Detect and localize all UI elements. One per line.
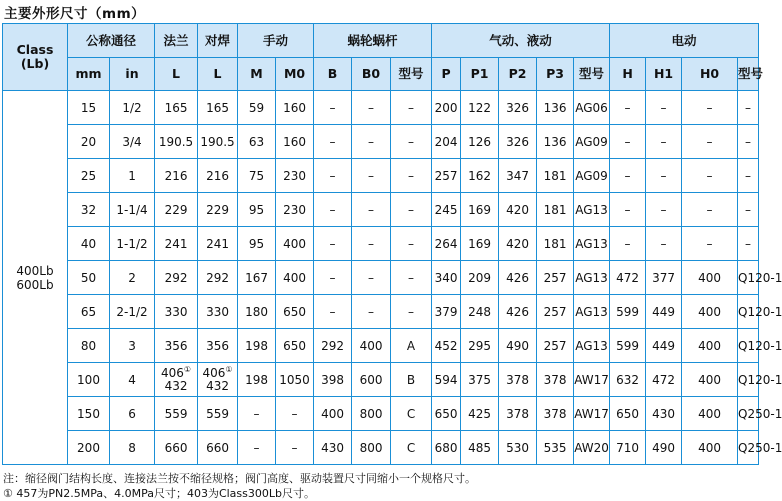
table-cell: 257 [537, 329, 574, 363]
table-cell: 452 [432, 329, 461, 363]
table-cell: 472 [610, 261, 646, 295]
table-cell: 400 [314, 397, 352, 431]
table-cell: 800 [352, 397, 391, 431]
table-row [3, 329, 759, 363]
table-row [3, 193, 759, 227]
table-cell: 136 [537, 125, 574, 159]
page-title: 主要外形尺寸（mm） [4, 6, 146, 22]
table-cell: 292 [155, 261, 198, 295]
table-cell: 378 [537, 397, 574, 431]
table-cell: 800 [352, 431, 391, 465]
table-cell: Q120-1 [738, 295, 759, 329]
column-header: H [610, 58, 646, 91]
table-row [3, 397, 759, 431]
table-cell: 200 [432, 91, 461, 125]
table-cell: – [238, 431, 276, 465]
table-cell: Q120-1 [738, 261, 759, 295]
table-cell: AG13 [574, 227, 610, 261]
column-header: L [198, 58, 238, 91]
table-cell [155, 363, 198, 397]
table-cell: 650 [276, 295, 314, 329]
flange-header: 法兰 [155, 24, 198, 58]
table-cell: 2 [110, 261, 155, 295]
table-cell: – [738, 227, 759, 261]
table-cell: – [682, 193, 738, 227]
table-cell: – [314, 295, 352, 329]
table-cell: – [238, 397, 276, 431]
table-cell: – [738, 125, 759, 159]
electric-header: 电动 [610, 24, 759, 58]
table-cell: – [391, 91, 432, 125]
table-cell: 430 [646, 397, 682, 431]
table-cell: 4 [110, 363, 155, 397]
table-cell: 426 [499, 261, 537, 295]
table-cell: 594 [432, 363, 461, 397]
table-cell: – [352, 295, 391, 329]
table-cell: 257 [537, 261, 574, 295]
table-cell: – [391, 227, 432, 261]
table-cell: 200 [68, 431, 110, 465]
table-cell: 379 [432, 295, 461, 329]
table-cell: 559 [198, 397, 238, 431]
table-cell: 63 [238, 125, 276, 159]
table-cell: 136 [537, 91, 574, 125]
table-cell: 180 [238, 295, 276, 329]
cell-value: 406 [160, 366, 184, 380]
table-cell: 449 [646, 295, 682, 329]
table-row [3, 363, 759, 397]
table-cell: 650 [432, 397, 461, 431]
table-cell: – [314, 193, 352, 227]
table-cell: 169 [461, 227, 499, 261]
table-cell: 530 [499, 431, 537, 465]
table-row [3, 159, 759, 193]
column-header: P3 [537, 58, 574, 91]
table-cell: – [682, 125, 738, 159]
table-cell: 398 [314, 363, 352, 397]
table-cell: 209 [461, 261, 499, 295]
table-cell: Q250-1 [738, 397, 759, 431]
table-cell: AG13 [574, 261, 610, 295]
table-cell: 95 [238, 227, 276, 261]
column-header: in [110, 58, 155, 91]
table-cell: 490 [646, 431, 682, 465]
table-cell: 632 [610, 363, 646, 397]
table-cell: 257 [537, 295, 574, 329]
table-cell: 32 [68, 193, 110, 227]
table-cell: 150 [68, 397, 110, 431]
header-row-sub [3, 58, 759, 91]
column-header: L [155, 58, 198, 91]
table-cell: – [352, 159, 391, 193]
table-cell: 420 [499, 227, 537, 261]
table-cell: – [391, 159, 432, 193]
table-cell: Q120-1 [738, 329, 759, 363]
table-cell: 650 [610, 397, 646, 431]
class-value: 400Lb 600Lb [3, 91, 68, 465]
table-cell: 198 [238, 329, 276, 363]
table-cell: 710 [610, 431, 646, 465]
table-cell: 3 [110, 329, 155, 363]
table-cell: 378 [499, 397, 537, 431]
table-cell: 420 [499, 193, 537, 227]
table-cell: 95 [238, 193, 276, 227]
table-row [3, 91, 759, 125]
table-cell: 400 [276, 261, 314, 295]
column-header: M [238, 58, 276, 91]
table-cell: 59 [238, 91, 276, 125]
table-row [3, 431, 759, 465]
table-cell: 292 [314, 329, 352, 363]
table-cell: 330 [155, 295, 198, 329]
table-cell: AG09 [574, 125, 610, 159]
table-cell: 6 [110, 397, 155, 431]
table-cell: 160 [276, 125, 314, 159]
note-line: 注：缩径阀门结构长度、连接法兰按不缩径规格；阀门高度、驱动装置尺寸同缩小一个规格尺寸。 [3, 472, 476, 485]
table-cell: 340 [432, 261, 461, 295]
table-cell: 50 [68, 261, 110, 295]
dimension-table [2, 23, 782, 465]
table-cell: 165 [198, 91, 238, 125]
column-header: 型号 [391, 58, 432, 91]
table-cell: 198 [238, 363, 276, 397]
table-cell: 167 [238, 261, 276, 295]
table-cell: 75 [238, 159, 276, 193]
table-cell: 425 [461, 397, 499, 431]
table-cell: 2-1/2 [110, 295, 155, 329]
table-cell: – [646, 125, 682, 159]
table-cell: – [314, 125, 352, 159]
column-header: B0 [352, 58, 391, 91]
table-cell: 400 [352, 329, 391, 363]
column-header: mm [68, 58, 110, 91]
table-cell: – [646, 227, 682, 261]
table-cell: – [738, 91, 759, 125]
table-cell: 169 [461, 193, 499, 227]
table-cell: 248 [461, 295, 499, 329]
column-header: H1 [646, 58, 682, 91]
table-cell: – [610, 125, 646, 159]
table-cell: C [391, 431, 432, 465]
table-cell: 8 [110, 431, 155, 465]
table-cell: 650 [276, 329, 314, 363]
table-cell: A [391, 329, 432, 363]
table-cell: 181 [537, 193, 574, 227]
table-cell: 1-1/4 [110, 193, 155, 227]
table-cell: 216 [198, 159, 238, 193]
table-cell: – [682, 227, 738, 261]
table-cell: 326 [499, 91, 537, 125]
table-cell: 229 [155, 193, 198, 227]
column-header: P2 [499, 58, 537, 91]
table-cell: – [314, 159, 352, 193]
column-header: H0 [682, 58, 738, 91]
table-cell: – [352, 125, 391, 159]
table-cell: 80 [68, 329, 110, 363]
column-header: B [314, 58, 352, 91]
table-cell: 330 [198, 295, 238, 329]
table-cell: – [352, 91, 391, 125]
table-cell: 40 [68, 227, 110, 261]
column-header: 型号 [738, 58, 759, 91]
table-cell: – [682, 91, 738, 125]
table-cell: – [352, 227, 391, 261]
table-cell: 347 [499, 159, 537, 193]
table-cell: 264 [432, 227, 461, 261]
table-cell: 378 [499, 363, 537, 397]
table-cell: 356 [198, 329, 238, 363]
table-cell: 204 [432, 125, 461, 159]
table-cell: – [646, 193, 682, 227]
table-cell: 449 [646, 329, 682, 363]
table-cell: 600 [352, 363, 391, 397]
table-cell: – [391, 125, 432, 159]
table-cell: 400 [682, 363, 738, 397]
table-cell: 378 [537, 363, 574, 397]
table-cell: 165 [155, 91, 198, 125]
table-cell: 162 [461, 159, 499, 193]
pneumatic-header: 气动、液动 [432, 24, 610, 58]
table-cell: 426 [499, 295, 537, 329]
table-cell: – [314, 227, 352, 261]
table-cell: C [391, 397, 432, 431]
cell-value-alt: 432 [164, 379, 188, 393]
table-cell: 1 [110, 159, 155, 193]
table-cell: – [610, 91, 646, 125]
table-cell: AW17 [574, 363, 610, 397]
table-cell: 400 [682, 397, 738, 431]
table-row [3, 295, 759, 329]
table-cell: 599 [610, 329, 646, 363]
table-cell: 241 [155, 227, 198, 261]
table-cell: 1-1/2 [110, 227, 155, 261]
table-cell: – [276, 397, 314, 431]
table-cell: Q120-1 [738, 363, 759, 397]
table-cell: 100 [68, 363, 110, 397]
footnote-mark: ① [183, 365, 192, 374]
table-cell: 400 [682, 295, 738, 329]
table-cell: 377 [646, 261, 682, 295]
table-cell: AG13 [574, 295, 610, 329]
table-cell: 400 [276, 227, 314, 261]
column-header: 型号 [574, 58, 610, 91]
table-cell: 400 [682, 329, 738, 363]
table-cell: 216 [155, 159, 198, 193]
table-cell: 680 [432, 431, 461, 465]
cell-value-alt: 432 [206, 379, 229, 393]
table-cell: 326 [499, 125, 537, 159]
table-cell: 1050 [276, 363, 314, 397]
table-cell: 122 [461, 91, 499, 125]
table-cell: 472 [646, 363, 682, 397]
table-cell: 257 [432, 159, 461, 193]
column-header: P [432, 58, 461, 91]
table-cell: – [646, 91, 682, 125]
table-cell: 660 [155, 431, 198, 465]
weld-header: 对焊 [198, 24, 238, 58]
table-cell: AG13 [574, 193, 610, 227]
table-cell: 660 [198, 431, 238, 465]
table-cell: – [276, 431, 314, 465]
table-cell: 241 [198, 227, 238, 261]
table-cell: 356 [155, 329, 198, 363]
table-cell: 559 [155, 397, 198, 431]
table-cell: – [352, 193, 391, 227]
table-cell: 229 [198, 193, 238, 227]
table-cell: B [391, 363, 432, 397]
nominal-header: 公称通径 [68, 24, 155, 58]
table-cell: – [391, 193, 432, 227]
table-cell: 485 [461, 431, 499, 465]
table-cell: – [738, 159, 759, 193]
table-cell: AW17 [574, 397, 610, 431]
table-cell: 400 [682, 431, 738, 465]
column-header: P1 [461, 58, 499, 91]
table-cell: 190.5 [155, 125, 198, 159]
table-cell: 3/4 [110, 125, 155, 159]
table-cell: 190.5 [198, 125, 238, 159]
table-cell: AW20 [574, 431, 610, 465]
table-cell: – [682, 159, 738, 193]
column-header: M0 [276, 58, 314, 91]
worm-gear-header: 蜗轮蜗杆 [314, 24, 432, 58]
table-cell: 160 [276, 91, 314, 125]
table-cell: – [314, 261, 352, 295]
table-cell: 292 [198, 261, 238, 295]
table-cell: 230 [276, 159, 314, 193]
table-cell: 490 [499, 329, 537, 363]
table-cell: – [352, 261, 391, 295]
footnote-mark: ① [225, 365, 233, 374]
table-cell: – [610, 227, 646, 261]
table-cell: 15 [68, 91, 110, 125]
table-cell: 181 [537, 227, 574, 261]
manual-header: 手动 [238, 24, 314, 58]
table-cell: – [391, 295, 432, 329]
class-header: Class (Lb) [3, 24, 68, 91]
table-cell: 1/2 [110, 91, 155, 125]
table-cell: AG09 [574, 159, 610, 193]
table-cell: – [610, 159, 646, 193]
table-row [3, 125, 759, 159]
table-cell: – [738, 193, 759, 227]
table-cell: Q250-1 [738, 431, 759, 465]
table-cell: 430 [314, 431, 352, 465]
table-cell: – [391, 261, 432, 295]
table-row [3, 261, 759, 295]
cell-value: 406 [202, 366, 226, 380]
table-cell: 230 [276, 193, 314, 227]
table-cell: AG06 [574, 91, 610, 125]
table-cell: 599 [610, 295, 646, 329]
table-row [3, 227, 759, 261]
table-cell: 375 [461, 363, 499, 397]
table-cell: 295 [461, 329, 499, 363]
note-line: ① 457为PN2.5MPa、4.0MPa尺寸；403为Class300Lb尺寸。 [3, 487, 315, 500]
table-cell: 400 [682, 261, 738, 295]
table-cell: – [314, 91, 352, 125]
table-cell: 181 [537, 159, 574, 193]
footnotes [3, 471, 476, 501]
table-cell: – [646, 159, 682, 193]
table-cell: 126 [461, 125, 499, 159]
table-cell: 25 [68, 159, 110, 193]
table-cell: 535 [537, 431, 574, 465]
table-cell: 245 [432, 193, 461, 227]
table-cell [198, 363, 238, 397]
table-cell: – [610, 193, 646, 227]
table-cell: AG13 [574, 329, 610, 363]
table-cell: 65 [68, 295, 110, 329]
header-row-group [3, 24, 759, 58]
table-cell: 20 [68, 125, 110, 159]
